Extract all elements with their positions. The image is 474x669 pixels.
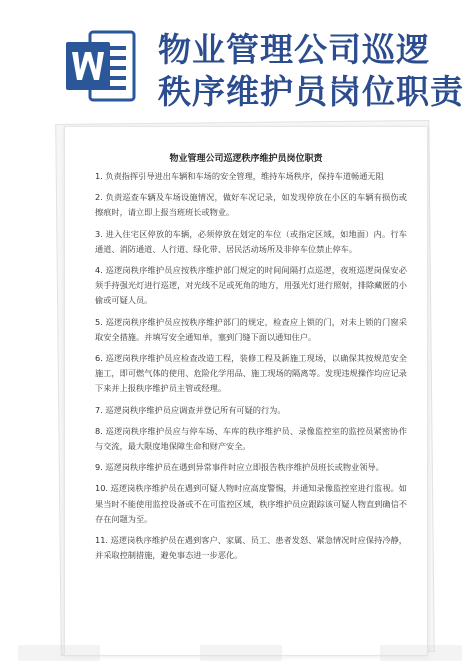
paragraph-11: 11. 巡逻岗秩序维护员在遇到客户、家属、员工、患者发怒、紧急情况时应保持冷静，并采取控制措施，避免事态进一步恶化。 (95, 535, 407, 561)
watermark-mark (380, 645, 462, 661)
word-document-icon (60, 26, 140, 106)
header-banner (0, 0, 474, 118)
paragraph-7: 7. 巡逻岗秩序维护员应调查并登记所有可疑的行为。 (95, 404, 286, 415)
paragraph-2: 2. 负责巡查车辆及车场设施情况，做好车况记录，如发现停放在小区的车辆有损伤或擦痕时，请立即上报当班班长或物业。 (95, 192, 407, 218)
document-body (95, 169, 407, 569)
banner-title-line2: 秩序维护员岗位职责 (158, 72, 464, 111)
paragraph-5: 5. 巡逻岗秩序维护员应按秩序维护部门的规定，检查应上锁的门，对未上锁的门窗采取安全措施。并填写安全通知单，塞到门缝下面以通知住户。 (95, 316, 407, 342)
watermark-mark (18, 645, 100, 661)
document-title: 物业管理公司巡逻秩序维护员岗位职责 (169, 154, 323, 164)
paragraph-9: 9. 巡逻岗秩序维护员在遇到异常事件时应立即报告秩序维护员班长或物业领导。 (95, 462, 384, 473)
banner-title-line1: 物业管理公司巡逻 (158, 30, 430, 69)
paragraph-6: 6. 巡逻岗秩序维护员应检查改造工程，装修工程及新施工现场，以确保其按规范安全施工，即可燃气体的使用、危险化学用品、施工现场的隔离等。发现违规操作均应记录下来并上报秩序维护员主管或经理。 (95, 353, 407, 394)
paragraph-10: 10. 巡逻岗秩序维护员在遇到可疑人物时应高度警惕，并通知录像监控室进行监视。如果当时不能使用监控设备或不在可监控区域，秩序维护员应跟踪该可疑人物直到确信不存在问题为至。 (95, 483, 407, 524)
paragraph-4: 4. 巡逻岗秩序维护员应按秩序维护部门规定的时间间隔打点巡逻，夜班巡逻岗保安必须手持强光灯进行巡逻，对光线不足或死角的地方，用强光灯进行照射，排除藏匿的小偷或可疑人员。 (95, 265, 407, 306)
document-page (64, 126, 428, 656)
watermark-mark (200, 645, 282, 661)
watermark-strip (0, 629, 474, 669)
paragraph-8: 8. 巡逻岗秩序维护员应与停车场、车库的秩序维护员、录像监控室的监控员紧密协作与交流，最大限度地保障生命和财产安全。 (95, 425, 407, 452)
paragraph-1: 1. 负责指挥引导进出车辆和车场的安全管理，维持车场秩序，保持车道畅通无阻 (95, 171, 384, 181)
paragraph-3: 3. 进入住宅区停放的车辆，必须停放在划定的车位（或指定区域，如地面）内。行车通道、消防通道、人行道、绿化带、居民活动场所及非停车位禁止停车。 (95, 228, 407, 254)
